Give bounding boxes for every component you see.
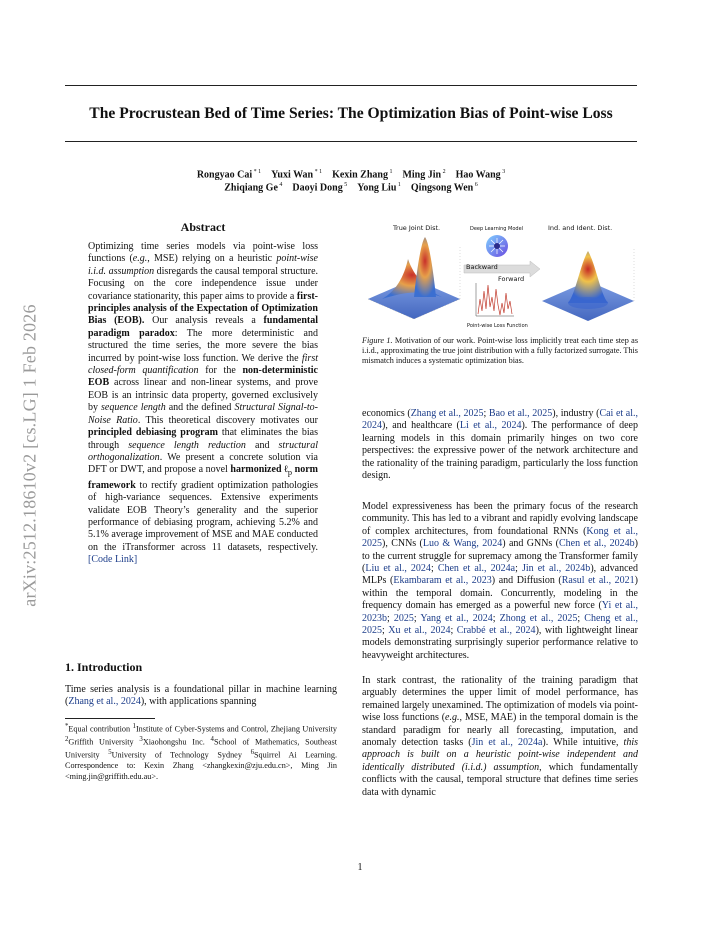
text-segment: ; [413, 612, 421, 624]
citation-link[interactable]: Li et al., 2024 [459, 420, 522, 432]
text-segment: e.g. [445, 712, 460, 724]
true-joint-surface [368, 237, 460, 319]
text-segment: University of Technology Sydney [111, 751, 251, 761]
text-segment: . We present a concrete solution via DFT or DWT, and propose a novel [88, 451, 318, 476]
author-name: Daoyi Dong [292, 182, 343, 194]
text-segment: ), CNNs ( [382, 538, 423, 550]
text-segment: ; [492, 612, 500, 624]
paper-title: The Procrustean Bed of Time Series: The Optimization Bias of Point-wise Loss [89, 105, 613, 122]
citation-link[interactable]: Cheng et al., 2025 [362, 612, 639, 637]
abstract-heading: Abstract [180, 220, 226, 234]
paragraph-text [362, 675, 638, 799]
citation-link[interactable]: Ekambaram et al., 2023 [393, 575, 492, 587]
citation-link[interactable]: 2025 [393, 612, 414, 624]
label-ind-ident-dist: Ind. and Ident. Dist. [548, 224, 613, 232]
text-segment: Squirrel Ai Learning. Correspondence to: Kexin Zhang <zhangkexin@zju.edu.cn>, Ming Jin <ming.jin@griffith.edu.au>. [65, 751, 337, 781]
text-segment: sequence length [101, 402, 166, 414]
citation-link[interactable]: Jin et al., 2024b [521, 563, 591, 575]
text-segment: ) to the current struggle for supremacy among the Transformer family ( [362, 538, 638, 575]
citation-link[interactable]: Jin et al., 2024a [471, 737, 543, 749]
text-segment: e.g. [132, 253, 148, 265]
text-segment: ), and healthcare ( [382, 420, 460, 432]
footnote-rule [65, 718, 155, 719]
text-segment: for the [198, 365, 243, 377]
text-segment: ) within the temporal domain. Concurrently, modeling in the frequency domain has emerged as a powerful new force ( [362, 575, 638, 612]
label-true-joint-dist: True Joint Dist. [393, 224, 441, 232]
citation-link[interactable]: Bao et al., 2025 [488, 408, 553, 419]
text-segment: ). While intuitive, [542, 737, 624, 749]
label-point-wise-loss: Point-wise Loss Function [467, 323, 528, 329]
text-segment: this approach is built on a heuristic point-wise independent and identically distributed (i.i.d.) assumption [362, 737, 638, 773]
text-segment: that eliminates the bias through [88, 427, 319, 451]
text-segment: economics ( [362, 408, 411, 419]
citation-link[interactable]: Cai et al., 2024 [362, 408, 638, 432]
citation-link[interactable]: Zhong et al., 2025 [499, 612, 578, 624]
text-segment: non-deterministic EOB [88, 365, 318, 389]
citation-link[interactable]: Chen et al., 2024b [559, 538, 635, 550]
text-segment: Optimizing time series models via point-wise loss functions ( [88, 241, 318, 265]
citation-link[interactable]: Zhang et al., 2024 [68, 696, 141, 708]
text-segment: point-wise i.i.d. assumption [88, 253, 318, 277]
text-segment: , which fundamentally conflicts with the causal, temporal structure that defines time series data with dynamic [362, 761, 638, 798]
text-segment: to rectify gradient optimization pathologies of high-variance sequences. Extensive experiments validate EOB Theory’s generality and the superior performance of debiasing program, achieving 5.2% and 5.1% average improvement of MSE and MAE conducted on the iTransformer across 11 datasets, respectively. [88, 479, 318, 553]
text-segment: ). The performance of deep learning models in this domain primarily hinges on two core perspectives: the expressive power of the network architecture and the rationality of the training paradigm, particularly the loss function design. [362, 420, 638, 482]
abstract-text [88, 241, 318, 567]
text-segment: harmonized ℓ [230, 464, 288, 476]
title-bottom-rule [65, 141, 637, 142]
text-segment: ; [450, 625, 457, 637]
text-segment: Our analysis reveals a [144, 315, 264, 327]
citation-link[interactable]: Yi et al., 2023b [362, 600, 638, 624]
citation-link[interactable]: Luo & Wang, 2024 [422, 538, 503, 550]
author-affiliation-mark: 1 [387, 169, 393, 175]
text-segment: 4 [210, 736, 214, 744]
text-segment: 1 [132, 723, 136, 730]
text-segment: * [65, 723, 69, 730]
text-segment: ), advanced MLPs ( [362, 563, 638, 587]
text-segment: ; [382, 625, 389, 637]
footnote [65, 722, 337, 782]
text-segment: , MSE, MAE) in the temporal domain is the standard paradigm for nearly all forecasting, imputation, and anomaly detection tasks ( [362, 712, 638, 749]
text-segment: disregards the causal temporal structure. Focusing on the core independence issue under covariance stationarity, this paper aims to provide a [88, 265, 319, 302]
text-segment: Figure 1. [362, 336, 393, 345]
intro-text [65, 684, 337, 709]
text-segment: first-principles analysis of the Expectation of Optimization Bias (EOB). [88, 290, 318, 327]
text-segment: Structural Signal-to-Noise Ratio [88, 402, 319, 426]
text-segment: Model expressiveness has been the primary focus of the research community. This has led to a vibrant and rapidly evolving landscape of complex architectures, from foundational RNNs ( [362, 501, 638, 537]
text-segment: first closed-form quantification [88, 352, 318, 377]
authors-line-2 [65, 179, 637, 194]
author-affiliation-mark: 3 [500, 169, 506, 175]
text-segment: 3 [139, 736, 143, 744]
text-segment: Time series analysis is a foundational pillar in machine learning ( [65, 684, 337, 708]
paragraph-text [362, 408, 638, 482]
section-heading-introduction: 1. Introduction [65, 660, 143, 674]
text-segment: School of Mathematics, Southeast University [65, 737, 337, 761]
citation-link[interactable]: Chen et al., 2024a [437, 563, 516, 575]
label-deep-learning-model: Deep Learning Model [470, 226, 524, 232]
text-segment: p [287, 468, 293, 478]
title-top-rule [65, 85, 637, 86]
text-segment: norm framework [88, 464, 319, 491]
text-segment: ; [430, 563, 438, 575]
text-segment: structural orthogonalization [88, 439, 318, 463]
author-name: Yuxi Wan [271, 169, 314, 181]
citation-link[interactable]: Kong et al., 2025 [362, 525, 638, 550]
iid-surface [542, 249, 634, 321]
author-affiliation-mark: 4 [277, 182, 283, 188]
figure-1 [362, 219, 638, 333]
text-segment: ) and GNNs ( [502, 538, 560, 550]
abstract-body [88, 241, 318, 567]
author-name: Kexin Zhang [332, 169, 388, 181]
author-name: Ming Jin [402, 169, 442, 181]
footnote-text [65, 722, 337, 782]
right-paragraph-3 [362, 675, 638, 799]
author-name: Qingsong Wen [410, 182, 474, 194]
author-affiliation-mark: 5 [342, 182, 348, 188]
page-number: 1 [357, 862, 363, 873]
introduction-paragraph [65, 684, 337, 709]
author-name: Zhiqiang Ge [224, 182, 278, 194]
citation-link[interactable]: [Code Link] [88, 554, 138, 566]
citation-link[interactable]: Yang et al., 2024 [420, 612, 493, 624]
text-segment: Motivation of our work. Point-wise loss implicitly treat each time step as i.i.d., approximating the true joint distribution with a fully factorized surrogate. This mismatch induces a systematic optimization bias. [362, 336, 639, 366]
text-segment: . This theoretical discovery motivates our [137, 414, 318, 426]
author-affiliation-mark: * 1 [252, 169, 262, 175]
text-segment: ), with applications spanning [140, 696, 257, 708]
text-segment: and the defined [165, 402, 235, 414]
text-segment: ), with lightweight linear models demonstrating surprisingly superior performance relative to heavyweight architectures. [362, 625, 638, 661]
author-name: Hao Wang [455, 169, 501, 181]
figure-caption-text [362, 336, 638, 367]
text-segment: across linear and non-linear systems, and prove EOB is an intrinsic data property, governed exclusively by [88, 377, 318, 414]
citation-link[interactable]: Zhang et al., 2025 [410, 408, 484, 419]
text-segment: ; [483, 408, 489, 419]
author-name: Yong Liu [357, 182, 397, 194]
text-segment: ), industry ( [552, 408, 600, 419]
author-name: Rongyao Cai [196, 169, 253, 181]
arxiv-stamp: arXiv:2512.18610v2 [cs.LG] 1 Feb 2026 [19, 304, 40, 607]
text-segment: sequence length reduction [128, 439, 246, 451]
brain-icon [486, 235, 508, 257]
author-affiliation-mark: 6 [473, 182, 478, 188]
author-affiliation-mark: 2 [441, 169, 446, 175]
figure-1-caption [362, 336, 638, 367]
text-segment: ) and Diffusion ( [491, 575, 562, 587]
citation-link[interactable]: Rasul et al., 2021 [561, 575, 635, 587]
text-segment: ; [387, 612, 394, 624]
citation-link[interactable]: Xu et al., 2024 [388, 625, 451, 637]
text-segment: fundamental paradigm paradox [88, 315, 318, 339]
right-paragraph-1 [362, 408, 638, 482]
right-paragraph-2 [362, 501, 638, 662]
text-segment: Xiaohongshu Inc. [142, 737, 211, 747]
text-segment: Equal contribution [68, 724, 133, 734]
paragraph-text [362, 501, 638, 662]
citation-link[interactable]: Liu et al., 2024 [365, 563, 431, 575]
text-segment: : The more deterministic and structured the time series, the more severe the bias incurred by point-wise loss function. We derive the [88, 327, 318, 364]
loss-function-plot [476, 283, 514, 316]
text-segment: ; [577, 612, 585, 624]
text-segment: ; [515, 563, 522, 575]
text-segment: In stark contrast, the rationality of the training paradigm that arguably determines the upper limit of model performance, has remained largely unexamined. The optimization of models via point-wise loss functions ( [362, 675, 638, 724]
text-segment: principled debiasing program [88, 427, 218, 439]
author-affiliation-mark: * 1 [313, 169, 323, 175]
text-segment: Institute of Cyber-Systems and Control, Zhejiang University [135, 724, 337, 734]
citation-link[interactable]: Crabbé et al., 2024 [456, 625, 536, 637]
text-segment: 5 [108, 749, 112, 757]
text-segment: 2 [65, 736, 69, 744]
text-segment: and [245, 439, 279, 451]
author-affiliation-mark: 1 [396, 182, 401, 188]
text-segment: 6 [250, 749, 254, 757]
label-forward: Forward [498, 275, 525, 283]
label-backward: Backward [466, 263, 498, 271]
text-segment: , MSE) relying on a heuristic [147, 253, 277, 265]
text-segment: Griffith University [68, 737, 140, 747]
